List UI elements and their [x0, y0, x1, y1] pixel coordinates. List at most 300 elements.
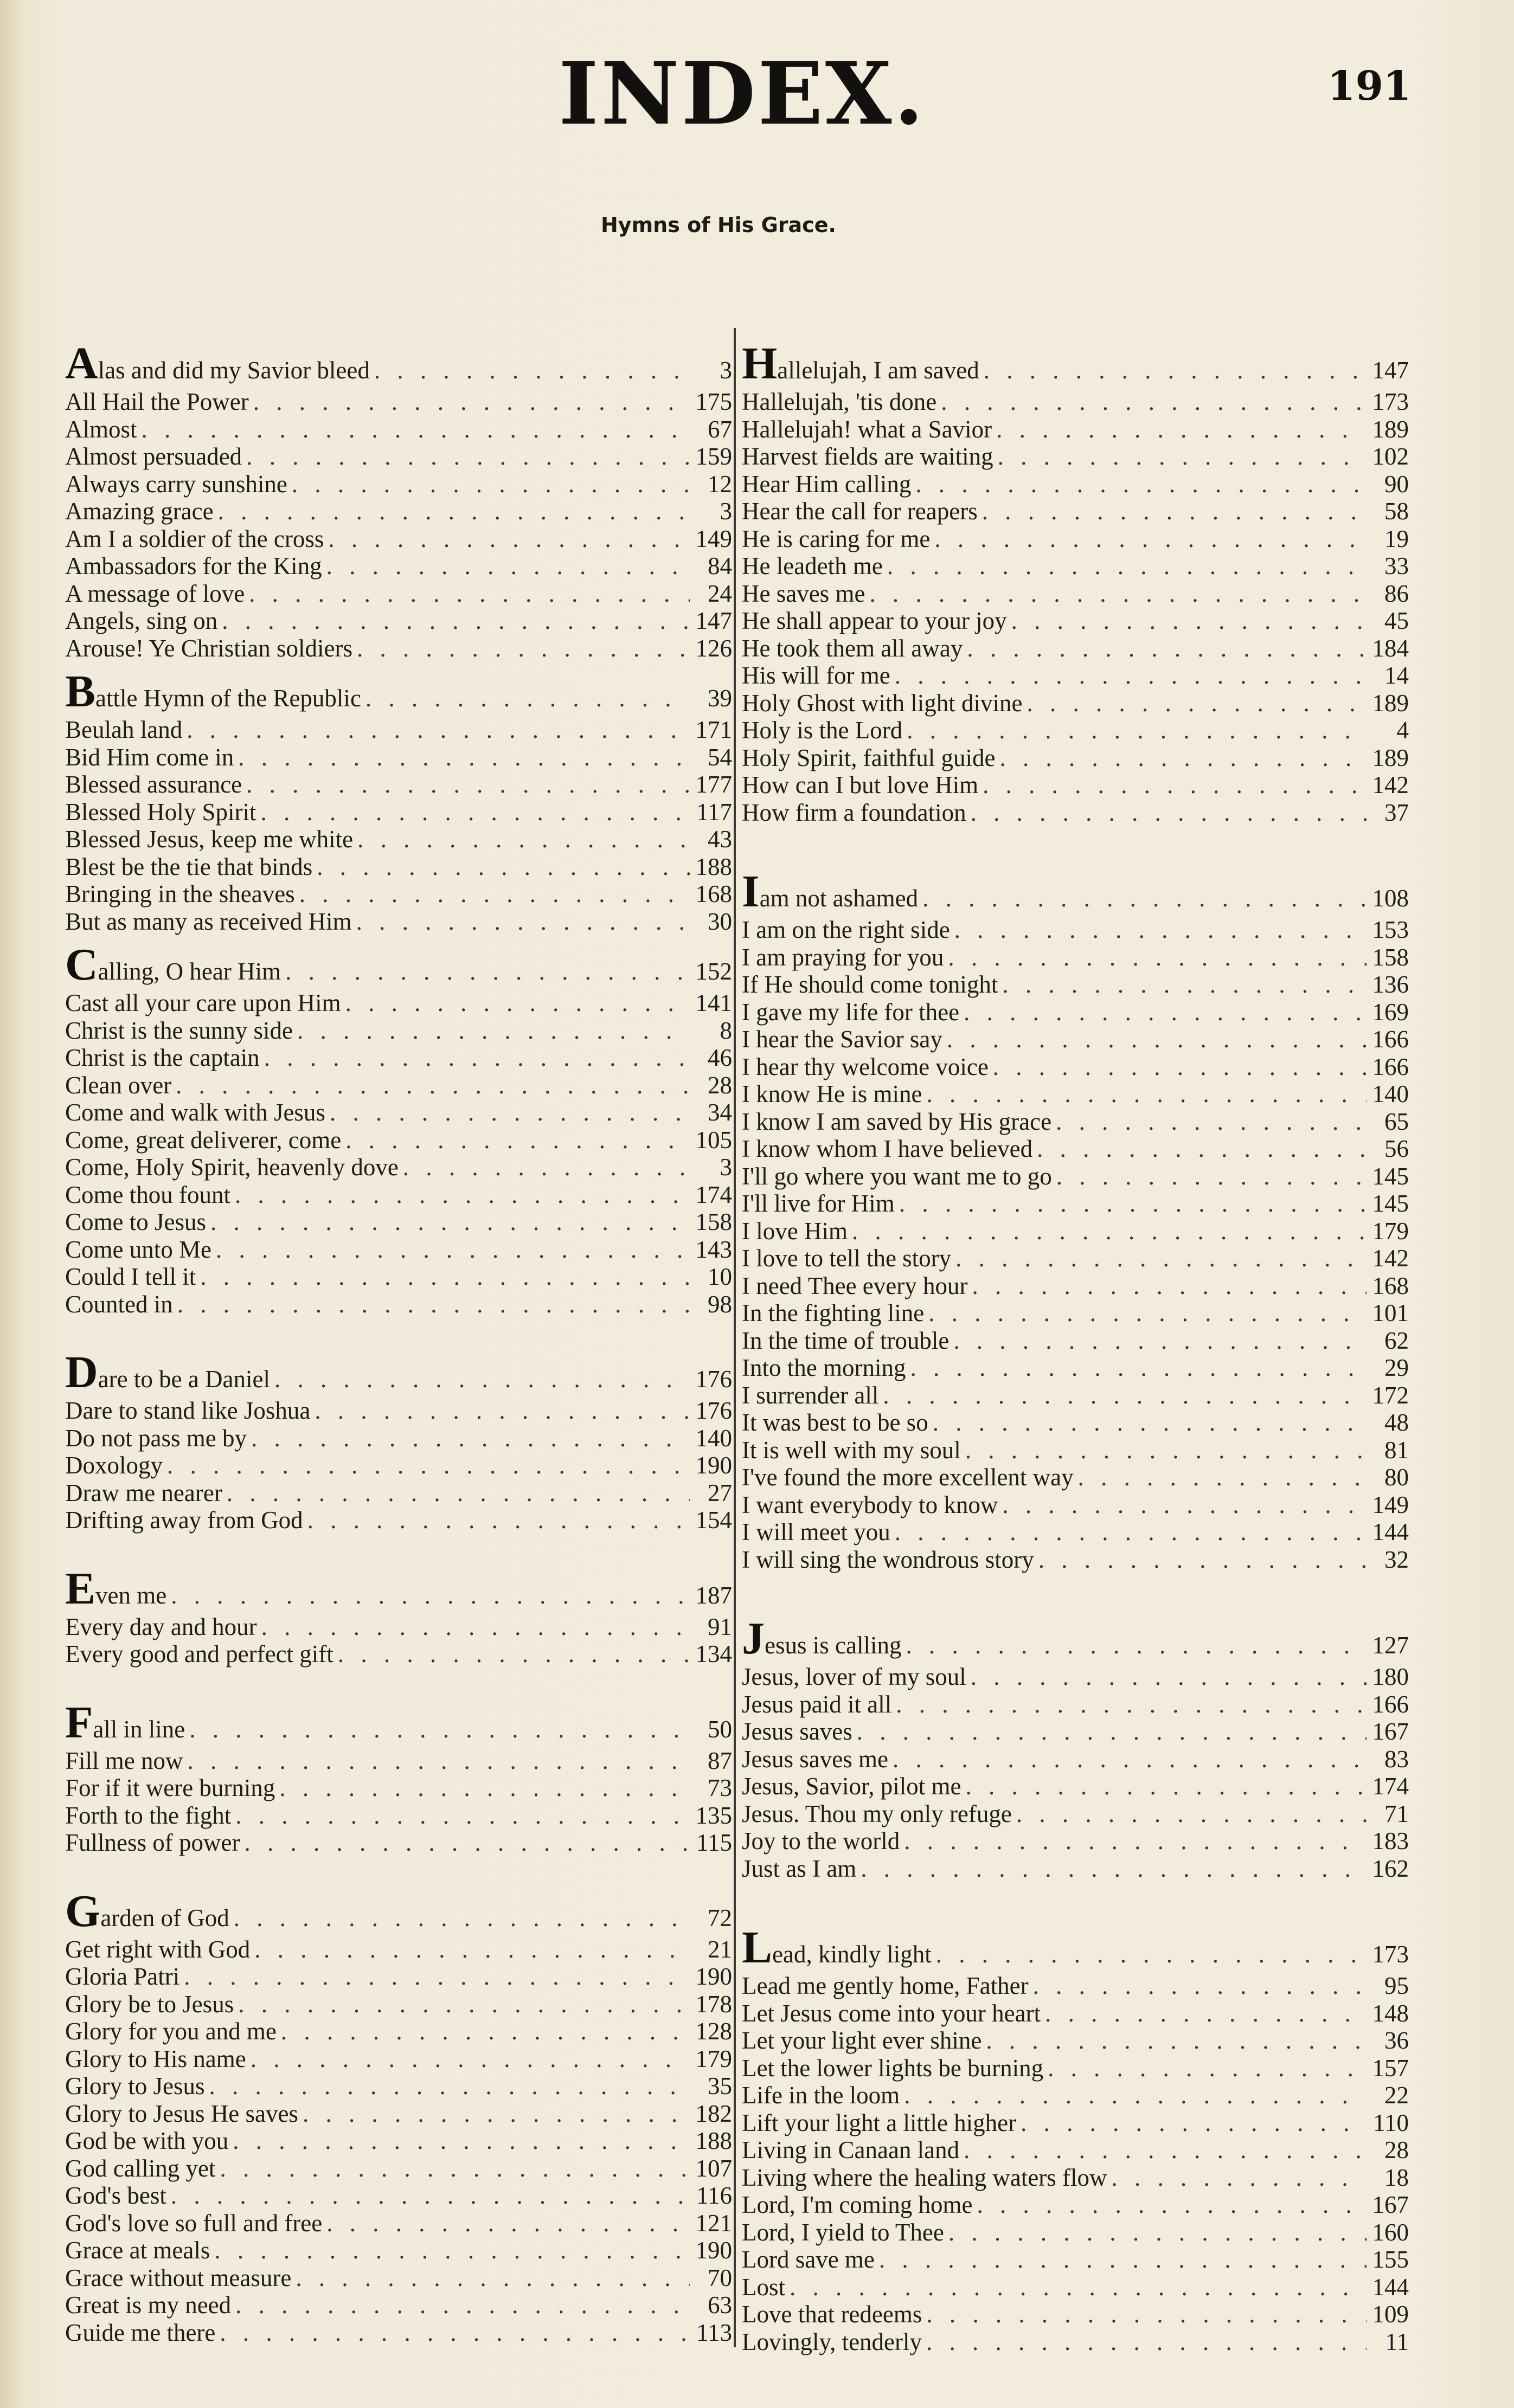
entry-page-number: 65 — [1384, 1108, 1409, 1135]
dot-leader — [972, 1272, 1367, 1300]
index-entry — [65, 416, 732, 443]
dot-leader — [253, 388, 690, 416]
index-entry — [65, 826, 732, 853]
index-entry — [65, 744, 732, 771]
dot-leader — [244, 1829, 690, 1857]
dot-leader — [249, 580, 690, 608]
dot-leader — [261, 1613, 690, 1641]
entry-page-number: 159 — [695, 443, 732, 470]
index-entry — [742, 1327, 1409, 1355]
entry-title-text: How can I but love Him — [742, 771, 979, 799]
index-entry — [742, 1437, 1409, 1464]
entry-page-number: 144 — [1372, 1518, 1409, 1546]
index-entry — [65, 1640, 732, 1668]
dot-leader — [274, 1361, 690, 1397]
entry-title-text: Glory to Jesus — [65, 2072, 205, 2100]
entry-page-number: 28 — [708, 1071, 732, 1099]
dot-leader — [235, 1181, 690, 1209]
entry-title — [742, 1464, 1074, 1491]
index-entry — [65, 1613, 732, 1641]
index-entry — [742, 744, 1409, 772]
entry-title — [65, 1347, 271, 1398]
entry-title-text: alling, O hear Him — [98, 958, 281, 985]
dot-leader — [971, 1663, 1367, 1691]
index-entry — [742, 662, 1409, 690]
dot-leader — [234, 1900, 690, 1936]
entry-title — [742, 471, 911, 498]
entry-page-number: 98 — [708, 1290, 732, 1318]
dot-leader — [967, 635, 1367, 662]
dot-leader — [281, 2018, 690, 2045]
entry-title-text: Jesus. Thou my only refuge — [742, 1800, 1012, 1827]
entry-title-text: I've found the more excellent way — [742, 1464, 1074, 1491]
dot-leader — [934, 525, 1367, 553]
entry-title — [742, 1108, 1051, 1136]
index-entry — [65, 1829, 732, 1857]
entry-page-number: 169 — [1372, 998, 1409, 1026]
column-divider — [734, 328, 736, 2347]
entry-page-number: 71 — [1384, 1800, 1409, 1827]
entry-title — [65, 1126, 341, 1154]
entry-title-text: Come and walk with Jesus — [65, 1099, 325, 1126]
dot-leader — [233, 2127, 690, 2155]
entry-title-text: Gloria Patri — [65, 1963, 180, 1990]
index-entry — [742, 2164, 1409, 2192]
dot-leader — [904, 1827, 1367, 1855]
entry-title-text: Blest be the tie that binds — [65, 853, 313, 880]
index-letter-group — [65, 1885, 732, 2347]
entry-page-number: 67 — [708, 415, 732, 443]
dot-leader — [1002, 1491, 1367, 1519]
entry-title-text: Every day and hour — [65, 1613, 257, 1640]
entry-title-text: attle Hymn of the Republic — [95, 685, 361, 712]
entry-title — [65, 799, 256, 826]
entry-title — [65, 1017, 293, 1045]
entry-title — [742, 1855, 856, 1883]
index-entry — [742, 1135, 1409, 1163]
index-entry — [65, 1126, 732, 1154]
entry-title-text: Blessed Holy Spirit — [65, 798, 256, 826]
entry-page-number: 180 — [1372, 1663, 1409, 1690]
index-entry — [65, 388, 732, 416]
dot-leader — [893, 1746, 1367, 1773]
index-entry — [65, 908, 732, 936]
entry-title — [65, 580, 245, 608]
entry-title-text: I will sing the wondrous story — [742, 1546, 1034, 1573]
dot-leader — [896, 1691, 1367, 1718]
dot-leader — [299, 880, 690, 908]
index-entry — [65, 1099, 732, 1126]
entry-title-text: God's love so full and free — [65, 2209, 323, 2237]
index-entry — [742, 388, 1409, 416]
entry-title — [742, 1613, 902, 1664]
entry-page-number: 183 — [1372, 1827, 1409, 1855]
index-entry — [65, 1936, 732, 1963]
index-entry — [65, 1181, 732, 1209]
dot-leader — [315, 1397, 690, 1425]
entry-page-number: 190 — [695, 1452, 732, 1479]
entry-page-number: 33 — [1384, 552, 1409, 580]
entry-page-number: 143 — [695, 1235, 732, 1263]
index-entry — [742, 1272, 1409, 1300]
entry-page-number: 30 — [708, 907, 732, 935]
entry-title — [742, 416, 992, 443]
entry-title-text: Hallelujah! what a Savior — [742, 415, 992, 443]
entry-page-number: 189 — [1372, 689, 1409, 717]
index-entry — [65, 552, 732, 580]
entry-page-number: 115 — [696, 1829, 732, 1856]
entry-title — [65, 880, 295, 908]
dot-leader — [1002, 971, 1367, 999]
dot-leader — [982, 498, 1367, 525]
entry-page-number: 73 — [708, 1774, 732, 1801]
index-entry — [65, 1044, 732, 1072]
entry-title — [742, 1026, 942, 1053]
index-entry — [742, 799, 1409, 827]
entry-title-text: Come, great deliverer, come — [65, 1126, 342, 1154]
dot-leader — [922, 880, 1367, 916]
entry-title — [65, 1154, 399, 1181]
entry-page-number: 3 — [720, 1154, 732, 1181]
entry-title-text: Grace without measure — [65, 2264, 292, 2291]
dot-leader — [971, 799, 1367, 827]
entry-page-number: 187 — [695, 1581, 732, 1609]
dot-leader — [926, 2301, 1367, 2328]
entry-title — [65, 1506, 303, 1534]
entry-title — [742, 2109, 1016, 2137]
dot-leader — [936, 1936, 1367, 1972]
index-entry — [742, 1108, 1409, 1136]
entry-page-number: 84 — [708, 552, 732, 580]
dot-leader — [209, 2072, 690, 2100]
entry-title — [742, 1080, 922, 1108]
section-initial-letter: A — [65, 338, 98, 389]
entry-title-text: Jesus saves me — [742, 1745, 888, 1773]
index-entry — [742, 2055, 1409, 2082]
entry-title-text: Great is my need — [65, 2291, 232, 2319]
dot-leader — [1056, 1108, 1367, 1136]
entry-page-number: 62 — [1384, 1327, 1409, 1354]
entry-title-text: I know whom I have believed — [742, 1135, 1033, 1162]
dot-leader — [857, 1718, 1367, 1746]
dot-leader — [965, 1773, 1367, 1800]
entry-title — [742, 2246, 875, 2274]
entry-page-number: 174 — [695, 1181, 732, 1208]
dot-leader — [220, 2319, 690, 2347]
entry-title-text: It was best to be so — [742, 1409, 928, 1436]
entry-page-number: 179 — [1372, 1217, 1409, 1245]
entry-title — [742, 2055, 1043, 2082]
entry-page-number: 149 — [1372, 1491, 1409, 1518]
entry-page-number: 190 — [695, 2237, 732, 2264]
entry-title-text: How firm a foundation — [742, 799, 966, 826]
dot-leader — [261, 799, 690, 826]
entry-title-text: Joy to the world — [742, 1827, 900, 1855]
dot-leader — [1112, 2164, 1367, 2192]
entry-page-number: 177 — [695, 771, 732, 798]
index-entry — [65, 2319, 732, 2347]
entry-title-text: God calling yet — [65, 2154, 216, 2182]
dot-leader — [1078, 1464, 1367, 1491]
entry-page-number: 147 — [1372, 357, 1409, 384]
dot-leader — [188, 1747, 690, 1775]
index-entry — [742, 1518, 1409, 1546]
index-letter-group — [65, 1563, 732, 1668]
entry-title — [65, 1479, 222, 1507]
index-entry — [742, 1026, 1409, 1053]
index-entry — [65, 716, 732, 744]
entry-title — [65, 2182, 166, 2210]
index-entry — [742, 2082, 1409, 2109]
entry-page-number: 166 — [1372, 1053, 1409, 1080]
index-entry — [742, 944, 1409, 971]
entry-page-number: 4 — [1396, 717, 1409, 744]
entry-page-number: 148 — [1372, 1999, 1409, 2027]
entry-title — [65, 1397, 310, 1425]
index-entry — [65, 2018, 732, 2045]
entry-page-number: 188 — [695, 853, 732, 880]
entry-title-text: Jesus paid it all — [742, 1690, 892, 1718]
entry-page-number: 37 — [1384, 799, 1409, 826]
entry-title — [742, 1190, 895, 1218]
entry-page-number: 121 — [695, 2209, 732, 2237]
entry-title-text: Grace at meals — [65, 2237, 210, 2264]
dot-leader — [993, 1053, 1367, 1081]
entry-title — [65, 607, 217, 635]
entry-title-text: Living where the healing waters flow — [742, 2164, 1107, 2191]
entry-title — [742, 1972, 1029, 2000]
entry-title-text: Christ is the sunny side — [65, 1016, 293, 1044]
section-initial-letter: L — [742, 1922, 773, 1973]
dot-leader — [999, 744, 1367, 772]
entry-page-number: 126 — [695, 634, 732, 662]
entry-page-number: 29 — [1384, 1354, 1409, 1381]
index-entry — [742, 2219, 1409, 2246]
entry-title — [65, 1613, 257, 1641]
dot-leader — [330, 1099, 690, 1126]
entry-title-text: I love to tell the story — [742, 1245, 952, 1272]
index-entry — [65, 471, 732, 498]
dot-leader — [238, 744, 690, 771]
entry-title-text: He leadeth me — [742, 552, 883, 580]
index-entry — [65, 2237, 732, 2264]
entry-title-text: all in line — [93, 1715, 185, 1743]
entry-page-number: 158 — [695, 1208, 732, 1235]
entry-page-number: 176 — [695, 1397, 732, 1424]
index-entry — [65, 2291, 732, 2319]
entry-title-text: Am I a soldier of the cross — [65, 525, 324, 552]
entry-title-text: All Hail the Power — [65, 388, 249, 415]
entry-page-number: 101 — [1372, 1299, 1409, 1327]
dot-leader — [297, 1017, 690, 1045]
entry-page-number: 8 — [720, 1016, 732, 1044]
dot-leader — [887, 552, 1367, 580]
index-entry — [65, 2155, 732, 2182]
dot-leader — [345, 1126, 690, 1154]
entry-page-number: 189 — [1372, 415, 1409, 443]
dot-leader — [214, 2237, 690, 2264]
entry-title-text: I gave my life for thee — [742, 998, 960, 1026]
entry-page-number: 140 — [1372, 1080, 1409, 1108]
entry-title — [742, 2301, 922, 2328]
index-entry — [742, 635, 1409, 662]
entry-title — [742, 717, 902, 744]
entry-title — [65, 2155, 215, 2182]
index-entry — [742, 443, 1409, 471]
index-entry — [742, 2027, 1409, 2055]
entry-title — [65, 2210, 322, 2237]
dot-leader — [251, 2045, 690, 2073]
entry-page-number: 140 — [695, 1424, 732, 1452]
entry-title-text: Jesus, lover of my soul — [742, 1663, 966, 1690]
entry-title — [65, 1991, 234, 2018]
index-entry — [742, 1922, 1409, 1973]
entry-page-number: 168 — [695, 880, 732, 907]
entry-title — [742, 999, 959, 1026]
page-title: INDEX. — [559, 44, 926, 144]
entry-title — [65, 716, 182, 744]
entry-page-number: 175 — [695, 388, 732, 415]
entry-page-number: 87 — [708, 1747, 732, 1774]
entry-title — [742, 1354, 906, 1382]
section-initial-letter: C — [65, 939, 98, 990]
entry-title-text: Ambassadors for the King — [65, 552, 322, 580]
entry-title-text: Guide me there — [65, 2319, 216, 2346]
index-entry — [742, 2274, 1409, 2301]
index-entry — [742, 1972, 1409, 2000]
index-entry — [742, 1080, 1409, 1108]
index-entry — [65, 1017, 732, 1045]
entry-page-number: 48 — [1384, 1409, 1409, 1436]
dot-leader — [906, 1627, 1367, 1663]
entry-title-text: Lord, I'm coming home — [742, 2191, 973, 2218]
dot-leader — [926, 1080, 1367, 1108]
dot-leader — [895, 662, 1367, 690]
entry-page-number: 173 — [1372, 388, 1409, 415]
index-entry — [65, 1963, 732, 1991]
entry-title — [742, 607, 1007, 635]
dot-leader — [1011, 607, 1367, 635]
dot-leader — [964, 2136, 1367, 2164]
dot-leader — [357, 635, 690, 662]
dot-leader — [220, 2155, 690, 2182]
entry-title — [65, 1640, 333, 1668]
entry-page-number: 45 — [1384, 607, 1409, 634]
entry-title — [65, 1452, 163, 1479]
entry-title — [742, 1053, 989, 1081]
entry-title — [65, 1747, 183, 1775]
entry-title-text: Cast all your care upon Him — [65, 989, 341, 1016]
entry-page-number: 134 — [695, 1640, 732, 1667]
entry-title-text: Almost persuaded — [65, 443, 242, 470]
dot-leader — [328, 525, 690, 553]
dot-leader — [227, 1479, 690, 1507]
entry-title — [65, 1099, 325, 1126]
entry-title-text: His will for me — [742, 662, 890, 689]
index-entry — [65, 2072, 732, 2100]
index-entry — [65, 1479, 732, 1507]
dot-leader — [1021, 2109, 1367, 2137]
index-entry — [742, 525, 1409, 553]
entry-page-number: 158 — [1372, 943, 1409, 971]
index-entry — [742, 1464, 1409, 1491]
entry-page-number: 3 — [720, 498, 732, 525]
entry-page-number: 128 — [695, 2018, 732, 2045]
dot-leader — [1037, 1135, 1367, 1163]
index-entry — [65, 799, 732, 826]
entry-page-number: 127 — [1372, 1632, 1409, 1659]
entry-page-number: 154 — [695, 1506, 732, 1534]
entry-page-number: 189 — [1372, 744, 1409, 771]
entry-page-number: 153 — [1372, 916, 1409, 943]
entry-page-number: 117 — [696, 798, 732, 826]
dot-leader — [955, 1245, 1367, 1272]
entry-title-text: arden of God — [100, 1904, 229, 1931]
index-entry — [742, 2301, 1409, 2328]
entry-title-text: Let your light ever shine — [742, 2027, 982, 2054]
entry-title — [65, 388, 249, 416]
dot-leader — [345, 989, 690, 1017]
entry-title-text: In the time of trouble — [742, 1327, 950, 1354]
entry-page-number: 46 — [708, 1044, 732, 1071]
entry-page-number: 39 — [708, 685, 732, 712]
entry-title-text: Come thou fount — [65, 1181, 230, 1208]
entry-page-number: 173 — [1372, 1941, 1409, 1968]
entry-title — [65, 2237, 210, 2264]
entry-page-number: 113 — [696, 2319, 732, 2346]
dot-leader — [933, 1409, 1367, 1437]
entry-page-number: 11 — [1385, 2328, 1409, 2355]
entry-title — [742, 580, 865, 608]
entry-title-text: I hear the Savior say — [742, 1026, 942, 1053]
entry-title-text: I am praying for you — [742, 943, 944, 971]
index-entry — [742, 690, 1409, 717]
entry-page-number: 14 — [1384, 662, 1409, 689]
entry-page-number: 167 — [1372, 2191, 1409, 2218]
index-entry — [742, 1409, 1409, 1437]
index-entry — [65, 1072, 732, 1099]
entry-title — [742, 744, 995, 772]
dot-leader — [899, 1190, 1367, 1218]
index-entry — [742, 1546, 1409, 1574]
entry-title-text: Fill me now — [65, 1747, 183, 1774]
index-entry — [742, 1800, 1409, 1828]
entry-title — [742, 1272, 967, 1300]
entry-title-text: For if it were burning — [65, 1774, 275, 1801]
dot-leader — [895, 1518, 1367, 1546]
index-subtitle: Hymns of His Grace. — [601, 213, 836, 237]
section-initial-letter: J — [742, 1613, 765, 1664]
dot-leader — [941, 388, 1367, 416]
dot-leader — [177, 1291, 690, 1318]
entry-title — [742, 2164, 1107, 2192]
entry-title-text: Lovingly, tenderly — [742, 2328, 922, 2355]
entry-page-number: 149 — [695, 525, 732, 552]
dot-leader — [928, 1299, 1367, 1327]
dot-leader — [326, 2210, 690, 2237]
index-entry — [65, 635, 732, 662]
entry-page-number: 72 — [708, 1904, 732, 1931]
index-entry — [742, 916, 1409, 944]
entry-page-number: 109 — [1372, 2301, 1409, 2328]
entry-page-number: 178 — [695, 1990, 732, 2018]
entry-page-number: 108 — [1372, 885, 1409, 912]
entry-title — [65, 771, 242, 799]
entry-title-text: Jesus saves — [742, 1718, 852, 1745]
dot-leader — [977, 2191, 1367, 2219]
index-entry — [742, 471, 1409, 498]
entry-title-text: He took them all away — [742, 634, 963, 662]
